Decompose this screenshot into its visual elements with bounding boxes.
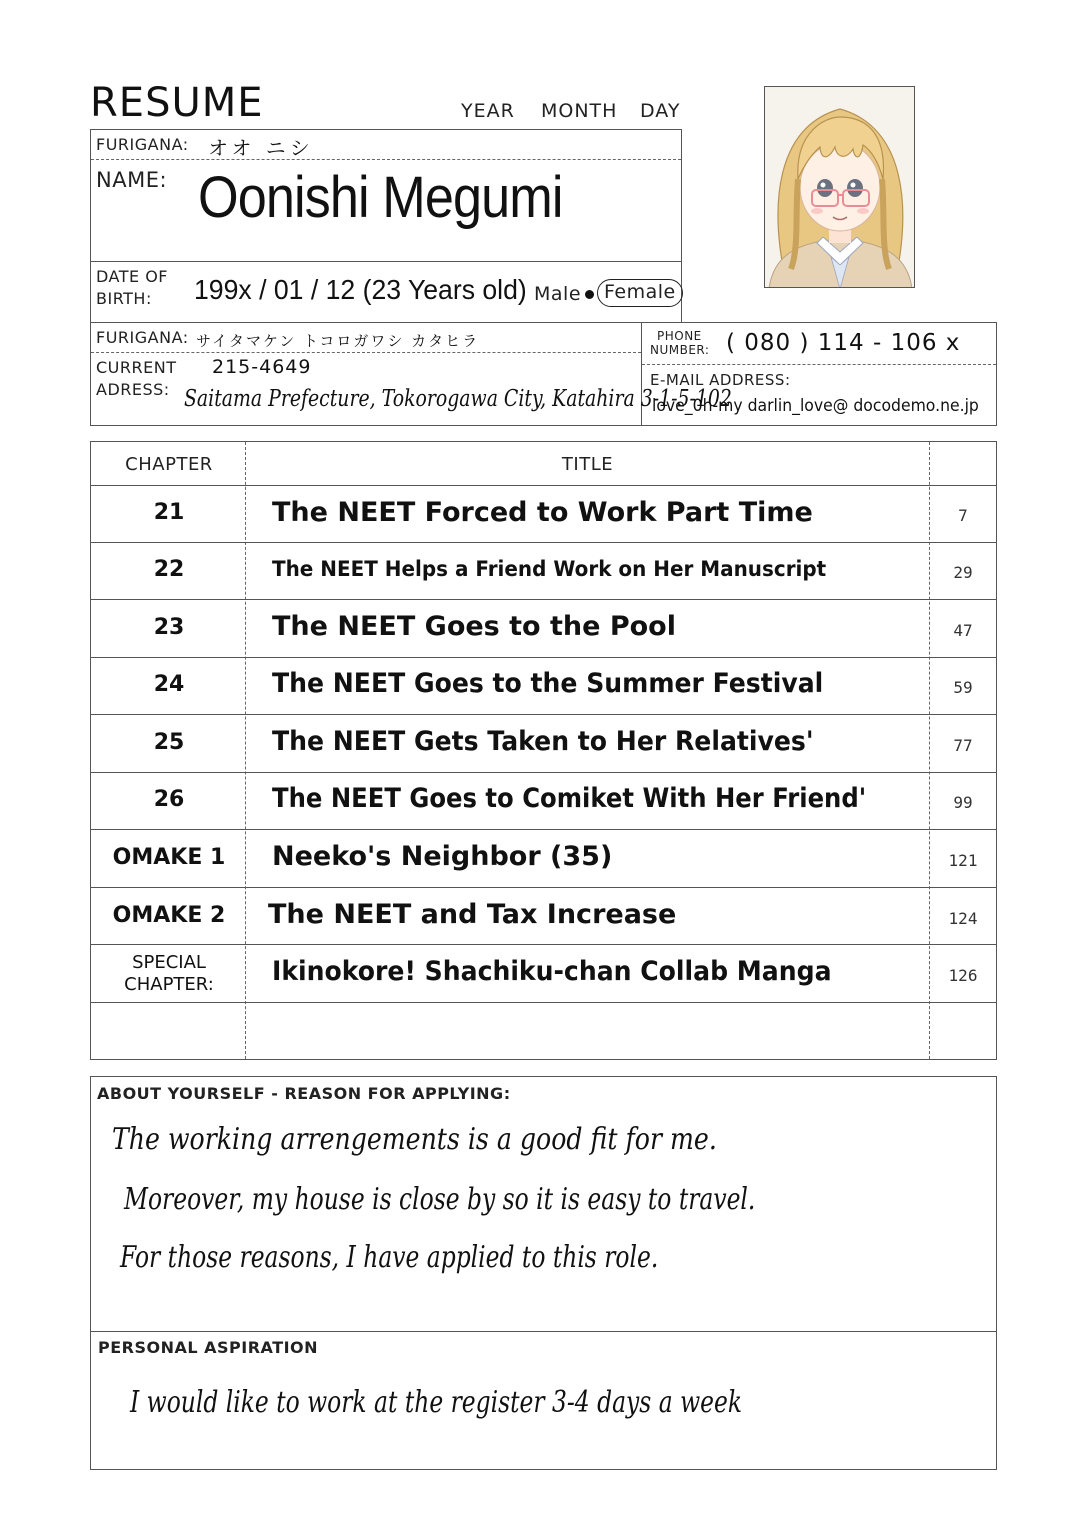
toc-row-page: 47: [953, 621, 973, 640]
toc-row-chapter: 23: [153, 615, 185, 640]
dob-value: 199x / 01 / 12 (23 Years old): [194, 274, 527, 305]
toc-row-title: The NEET Helps a Friend Work on Her Manuscript: [272, 557, 827, 581]
email-value: love_0h-my darlin_love@ docodemo.ne.jp: [652, 396, 979, 416]
toc-row-divider: [91, 714, 996, 715]
about-line-1: The working arrengements is a good fit for me.: [112, 1122, 717, 1157]
name-label: NAME:: [96, 168, 168, 192]
email-label: E-MAIL ADDRESS:: [650, 371, 791, 389]
toc-row-title: The NEET Gets Taken to Her Relatives': [272, 726, 814, 757]
toc-row-chapter: 21: [153, 500, 185, 525]
furigana-label: FURIGANA:: [96, 135, 189, 154]
current-address-label-line2: ADRESS:: [96, 380, 170, 399]
toc-row-page: 124: [948, 909, 978, 928]
toc-header-divider: [91, 485, 996, 486]
toc-row-title: Ikinokore! Shachiku-chan Collab Manga: [272, 956, 832, 987]
gender-female-circled: Female: [597, 279, 683, 307]
toc-row-title: The NEET Goes to the Pool: [272, 611, 676, 642]
toc-row-divider: [91, 1002, 996, 1003]
about-line-3: For those reasons, I have applied to this role.: [120, 1240, 659, 1275]
toc-chapter-header: CHAPTER: [125, 454, 213, 475]
address-furigana-label: FURIGANA:: [96, 328, 189, 347]
aspiration-label: PERSONAL ASPIRATION: [98, 1338, 319, 1357]
phone-email-divider: [642, 364, 996, 365]
about-label: ABOUT YOURSELF - REASON FOR APPLYING:: [97, 1084, 511, 1103]
portrait-illustration: [765, 87, 915, 288]
toc-row-page: 77: [953, 736, 973, 755]
toc-row-divider: [91, 657, 996, 658]
address-value: Saitama Prefecture, Tokorogawa City, Katahira 3-1-5-102: [184, 386, 732, 412]
toc-row-title: The NEET Goes to Comiket With Her Friend': [272, 783, 867, 814]
toc-row-page: 121: [948, 851, 978, 870]
toc-row-page: 59: [953, 678, 973, 697]
toc-row-divider: [91, 829, 996, 830]
about-line-2: Moreover, my house is close by so it is easy to travel.: [124, 1182, 756, 1217]
toc-row-chapter-line2: CHAPTER:: [124, 974, 214, 995]
furigana-divider: [91, 159, 681, 160]
toc-row-chapter: 26: [153, 787, 185, 812]
toc-row-page: 99: [953, 793, 973, 812]
about-aspiration-divider: [91, 1331, 996, 1332]
gender-dot-icon: [585, 290, 594, 299]
toc-row-divider: [91, 772, 996, 773]
applicant-photo: [764, 86, 915, 288]
name-divider: [91, 261, 681, 262]
furigana-value: オオ ニシ: [208, 136, 314, 160]
toc-row-title: The NEET Goes to the Summer Festival: [272, 668, 824, 699]
toc-row-page: 7: [958, 506, 968, 525]
phone-value: ( 080 ) 114 - 106 x: [726, 330, 961, 356]
toc-row-divider: [91, 599, 996, 600]
address-furigana-value: サイタマケン トコロガワシ カタヒラ: [196, 332, 480, 350]
address-furigana-divider: [91, 352, 641, 353]
toc-row-chapter: 24: [153, 672, 185, 697]
postal-code: 215-4649: [212, 356, 312, 378]
toc-row-page: 29: [953, 563, 973, 582]
name-value: Oonishi Megumi: [198, 165, 563, 230]
dob-label-line1: DATE OF: [96, 267, 169, 286]
toc-row-chapter-line1: SPECIAL: [132, 952, 206, 973]
toc-row-divider: [91, 542, 996, 543]
resume-title: RESUME: [90, 80, 264, 126]
toc-row-title: The NEET Forced to Work Part Time: [272, 497, 813, 528]
toc-row-divider: [91, 944, 996, 945]
day-label: DAY: [640, 100, 681, 122]
year-label: YEAR: [461, 100, 515, 122]
dob-label-line2: BIRTH:: [96, 289, 152, 308]
toc-title-header: TITLE: [561, 454, 614, 475]
toc-row-chapter: 22: [153, 557, 185, 582]
aspiration-line-1: I would like to work at the register 3-4 days a week: [130, 1385, 743, 1420]
toc-row-page: 126: [948, 966, 978, 985]
toc-row-chapter: 25: [153, 730, 185, 755]
toc-row-chapter: OMAKE 2: [112, 903, 226, 928]
phone-label-line1: PHONE: [657, 329, 702, 343]
phone-label-line2: NUMBER:: [650, 343, 710, 357]
toc-row-chapter: OMAKE 1: [112, 845, 226, 870]
toc-row-divider: [91, 887, 996, 888]
toc-row-title: Neeko's Neighbor (35): [272, 841, 613, 872]
current-address-label-line1: CURRENT: [96, 358, 177, 377]
gender-male-label: Male: [534, 283, 582, 305]
toc-row-title: The NEET and Tax Increase: [268, 899, 677, 930]
month-label: MONTH: [541, 100, 618, 122]
